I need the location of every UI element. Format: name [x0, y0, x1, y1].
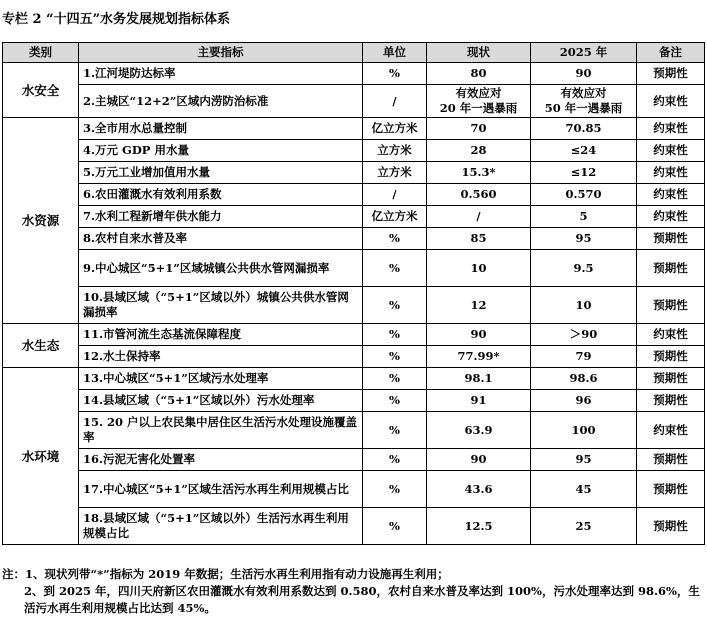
target-2025-cell: ＞90 [531, 324, 637, 346]
indicator-cell: 14.县域区域（“5+1”区域以外）污水处理率 [79, 390, 363, 412]
indicator-cell: 4.万元 GDP 用水量 [79, 140, 363, 162]
note-cell: 约束性 [637, 412, 705, 449]
unit-cell: % [363, 412, 427, 449]
current-value-cell: 85 [427, 228, 531, 250]
note-cell: 预期性 [637, 390, 705, 412]
table-row [3, 140, 705, 162]
target-2025-cell: 5 [531, 206, 637, 228]
indicator-cell: 11.市管河流生态基流保障程度 [79, 324, 363, 346]
target-2025-cell: 10 [531, 287, 637, 324]
table-row [3, 368, 705, 390]
target-2025-cell: 98.6 [531, 368, 637, 390]
unit-cell: % [363, 508, 427, 545]
table-row [3, 508, 705, 545]
col-header-category: 类别 [3, 43, 79, 63]
col-header-note: 备注 [637, 43, 705, 63]
target-2025-cell: ≤24 [531, 140, 637, 162]
note-cell: 约束性 [637, 184, 705, 206]
note-cell: 约束性 [637, 118, 705, 140]
unit-cell: 立方米 [363, 140, 427, 162]
target-2025-cell: 95 [531, 449, 637, 471]
target-2025-cell: 有效应对 50 年一遇暴雨 [531, 85, 637, 118]
category-cell: 水资源 [3, 118, 79, 324]
unit-cell: % [363, 63, 427, 85]
indicator-cell: 13.中心城区“5+1”区域污水处理率 [79, 368, 363, 390]
indicator-cell: 17.中心城区“5+1”区域生活污水再生利用规模占比 [79, 471, 363, 508]
note-cell: 约束性 [637, 324, 705, 346]
table-row [3, 118, 705, 140]
target-2025-cell: 90 [531, 63, 637, 85]
category-cell: 水安全 [3, 63, 79, 118]
current-value-cell: 80 [427, 63, 531, 85]
current-value-cell: 91 [427, 390, 531, 412]
current-value-cell: 28 [427, 140, 531, 162]
indicator-cell: 18.县域区域（“5+1”区域以外）生活污水再生利用规模占比 [79, 508, 363, 545]
current-value-cell: 70 [427, 118, 531, 140]
note-cell: 约束性 [637, 140, 705, 162]
unit-cell: % [363, 250, 427, 287]
table-row [3, 449, 705, 471]
table-row [3, 85, 705, 118]
current-value-cell: 12.5 [427, 508, 531, 545]
target-2025-cell: 0.570 [531, 184, 637, 206]
current-value-cell: 15.3* [427, 162, 531, 184]
table-row [3, 162, 705, 184]
indicator-table [2, 42, 705, 545]
unit-cell: % [363, 390, 427, 412]
target-2025-cell: 9.5 [531, 250, 637, 287]
note-cell: 预期性 [637, 63, 705, 85]
current-value-cell: 43.6 [427, 471, 531, 508]
unit-cell: 立方米 [363, 162, 427, 184]
unit-cell: % [363, 449, 427, 471]
table-row [3, 63, 705, 85]
table-row [3, 287, 705, 324]
current-value-cell: 0.560 [427, 184, 531, 206]
current-value-cell: / [427, 206, 531, 228]
table-header-row [3, 43, 705, 63]
table-row [3, 346, 705, 368]
table-row [3, 184, 705, 206]
indicator-cell: 7.水利工程新增年供水能力 [79, 206, 363, 228]
note-cell: 预期性 [637, 250, 705, 287]
category-cell: 水环境 [3, 368, 79, 545]
indicator-cell: 10.县域区域（“5+1”区域以外）城镇公共供水管网漏损率 [79, 287, 363, 324]
footnote-2: 2、到 2025 年，四川天府新区农田灌溉水有效利用系数达到 0.580，农村自来水普及率达到 100%，污水处理率达到 98.6%，生活污水再生利用规模占比达到 45%。 [24, 584, 700, 615]
target-2025-cell: 79 [531, 346, 637, 368]
note-cell: 预期性 [637, 508, 705, 545]
note-cell: 预期性 [637, 449, 705, 471]
col-header-indicator: 主要指标 [79, 43, 363, 63]
note-cell: 约束性 [637, 206, 705, 228]
unit-cell: / [363, 184, 427, 206]
col-header-2025: 2025 年 [531, 43, 637, 63]
note-cell: 预期性 [637, 346, 705, 368]
unit-cell: % [363, 228, 427, 250]
indicator-cell: 15. 20 户以上农民集中居住区生活污水处理设施覆盖率 [79, 412, 363, 449]
indicator-cell: 12.水土保持率 [79, 346, 363, 368]
indicator-cell: 8.农村自来水普及率 [79, 228, 363, 250]
note-cell: 预期性 [637, 368, 705, 390]
indicator-cell: 5.万元工业增加值用水量 [79, 162, 363, 184]
unit-cell: % [363, 324, 427, 346]
current-value-cell: 90 [427, 449, 531, 471]
unit-cell: 亿立方米 [363, 118, 427, 140]
table-row [3, 412, 705, 449]
target-2025-cell: ≤12 [531, 162, 637, 184]
indicator-cell: 1.江河堤防达标率 [79, 63, 363, 85]
unit-cell: % [363, 346, 427, 368]
note-cell: 约束性 [637, 85, 705, 118]
target-2025-cell: 45 [531, 471, 637, 508]
target-2025-cell: 95 [531, 228, 637, 250]
indicator-cell: 16.污泥无害化处置率 [79, 449, 363, 471]
target-2025-cell: 96 [531, 390, 637, 412]
table-row [3, 471, 705, 508]
indicator-cell: 3.全市用水总量控制 [79, 118, 363, 140]
note-cell: 预期性 [637, 287, 705, 324]
current-value-cell: 98.1 [427, 368, 531, 390]
unit-cell: 亿立方米 [363, 206, 427, 228]
current-value-cell: 77.99* [427, 346, 531, 368]
col-header-unit: 单位 [363, 43, 427, 63]
indicator-cell: 9.中心城区“5+1”区域城镇公共供水管网漏损率 [79, 250, 363, 287]
current-value-cell: 有效应对 20 年一遇暴雨 [427, 85, 531, 118]
col-header-current: 现状 [427, 43, 531, 63]
category-cell: 水生态 [3, 324, 79, 368]
table-body [3, 63, 705, 545]
table-row [3, 206, 705, 228]
target-2025-cell: 25 [531, 508, 637, 545]
note-cell: 约束性 [637, 162, 705, 184]
current-value-cell: 12 [427, 287, 531, 324]
note-cell: 预期性 [637, 471, 705, 508]
table-row [3, 390, 705, 412]
indicator-cell: 2.主城区“12+2”区域内涝防治标准 [79, 85, 363, 118]
unit-cell: % [363, 471, 427, 508]
target-2025-cell: 70.85 [531, 118, 637, 140]
unit-cell: / [363, 85, 427, 118]
footnote-1: 注：1、现状列带“*”指标为 2019 年数据；生活污水再生利用指有动力设施再生利用； [2, 567, 449, 581]
indicator-cell: 6.农田灌溉水有效利用系数 [79, 184, 363, 206]
current-value-cell: 10 [427, 250, 531, 287]
unit-cell: % [363, 287, 427, 324]
table-row [3, 228, 705, 250]
table-row [3, 324, 705, 346]
table-caption: 专栏 2 “十四五”水务发展规划指标体系 [2, 12, 231, 27]
table-row [3, 250, 705, 287]
current-value-cell: 63.9 [427, 412, 531, 449]
footnotes [2, 566, 704, 617]
unit-cell: % [363, 368, 427, 390]
current-value-cell: 90 [427, 324, 531, 346]
target-2025-cell: 100 [531, 412, 637, 449]
note-cell: 预期性 [637, 228, 705, 250]
